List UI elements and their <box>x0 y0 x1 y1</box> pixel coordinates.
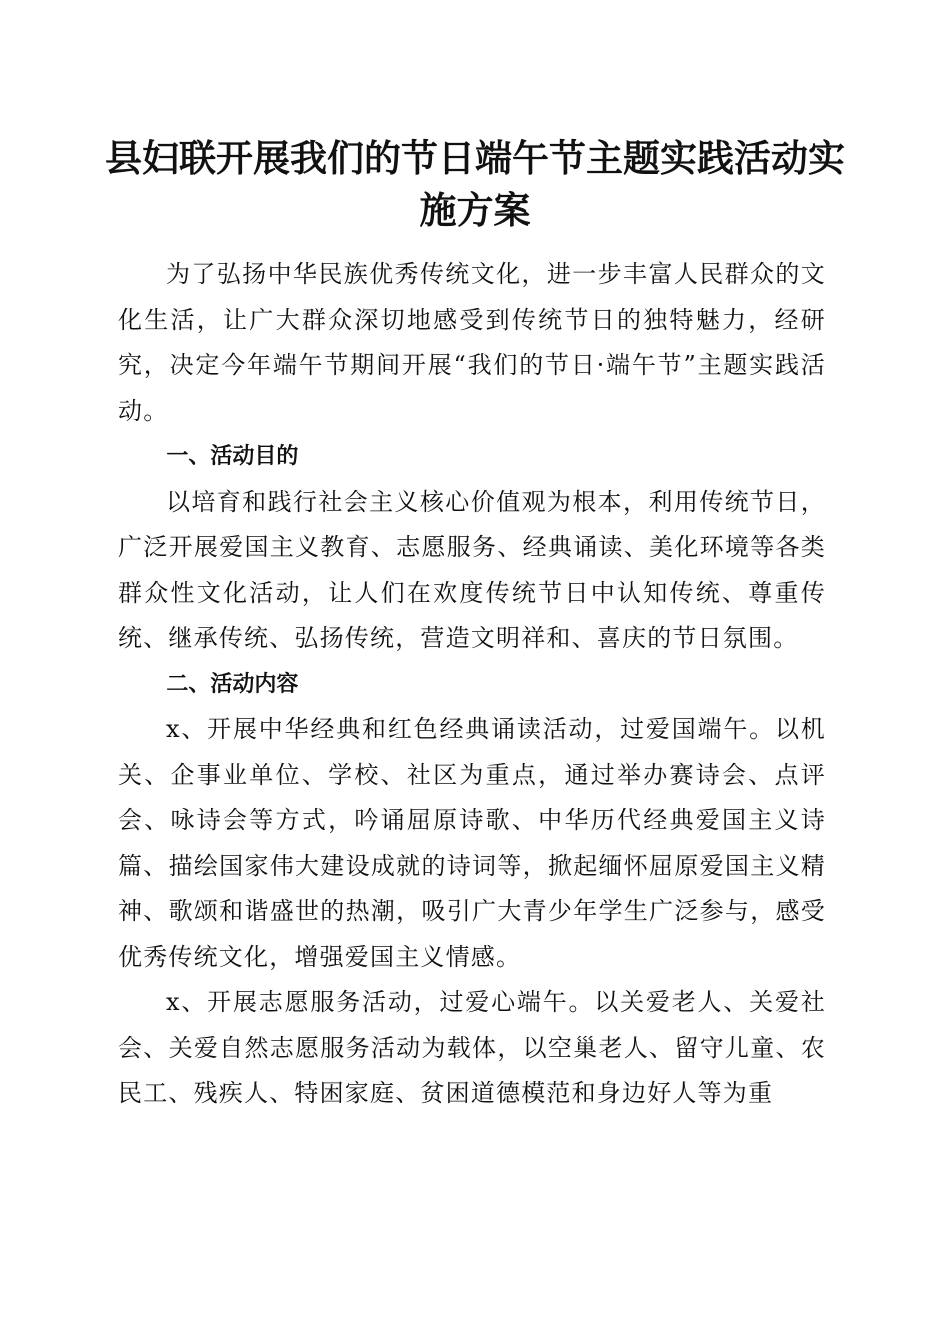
content-paragraph-reading: x、开展中华经典和红色经典诵读活动，过爱国端午。以机关、企事业单位、学校、社区为重点，通过举办赛诗会、点评会、咏诗会等方式，吟诵屈原诗歌、中华历代经典爱国主义诗篇、描绘国家伟大建设成就的诗词等，掀起缅怀屈原爱国主义精神、歌颂和谐盛世的热潮，吸引广大青少年学生广泛参与，感受优秀传统文化，增强爱国主义情感。 <box>118 715 826 971</box>
section-heading-purpose: 一、活动目的 <box>166 444 299 469</box>
document-body <box>118 252 826 1117</box>
purpose-paragraph: 以培育和践行社会主义核心价值观为根本，利用传统节日，广泛开展爱国主义教育、志愿服务、经典诵读、美化环境等各类群众性文化活动，让人们在欢度传统节日中认知传统、尊重传统、继承传统、弘扬传统，营造文明祥和、喜庆的节日氛围。 <box>118 487 826 652</box>
section-heading-content: 二、活动内容 <box>166 671 299 697</box>
document-title: 县妇联开展我们的节日端午节主题实践活动实施方案 <box>105 136 845 232</box>
content-paragraph-volunteer: x、开展志愿服务活动，过爱心端午。以关爱老人、关爱社会、关爱自然志愿服务活动为载体，以空巢老人、留守儿童、农民工、残疾人、特困家庭、贫困道德模范和身边好人等为重 <box>118 988 826 1107</box>
intro-paragraph: 为了弘扬中华民族优秀传统文化，进一步丰富人民群众的文化生活，让广大群众深切地感受到传统节日的独特魅力，经研究，决定今年端午节期间开展“我们的节日·端午节”主题实践活动。 <box>118 260 826 425</box>
